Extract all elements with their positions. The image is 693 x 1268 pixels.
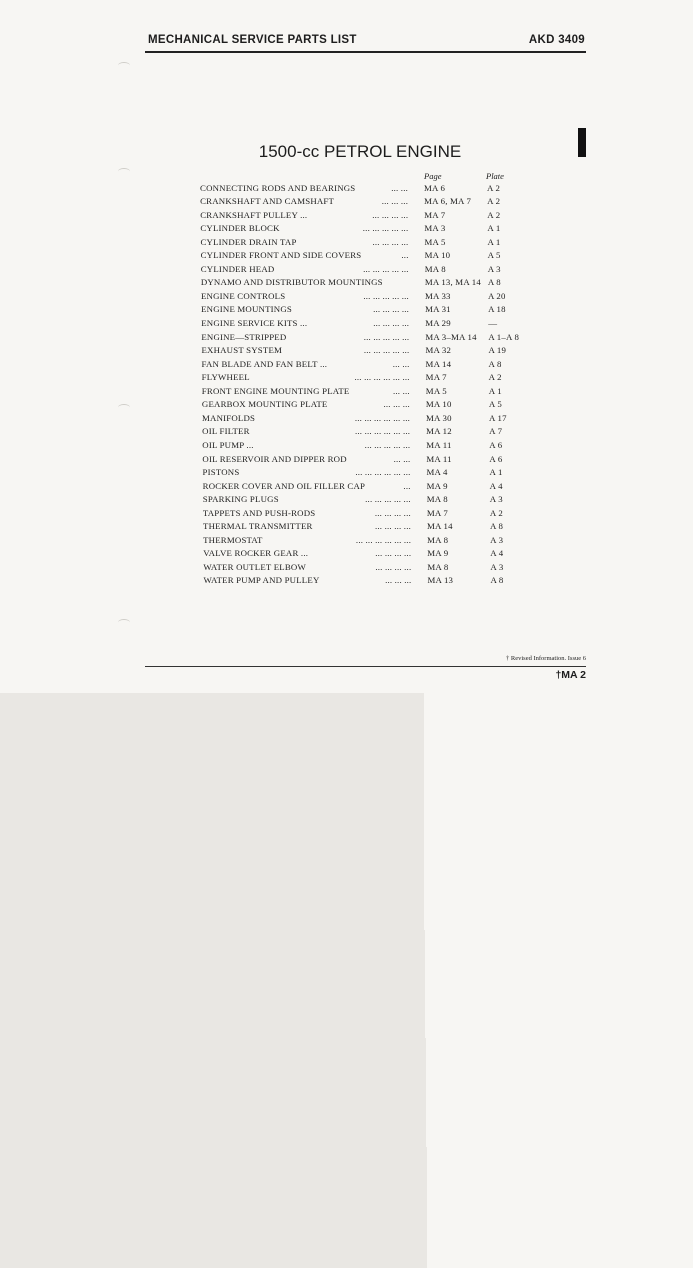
list-item	[202, 413, 522, 426]
leader-dots: ... ... ... ... ...	[363, 290, 409, 301]
list-item	[203, 508, 523, 521]
item-plate: A 8	[490, 575, 504, 586]
column-header-plate: Plate	[486, 171, 504, 181]
list-item	[202, 359, 522, 372]
item-plate: A 3	[489, 494, 503, 505]
list-item	[203, 575, 523, 588]
item-plate: A 7	[489, 426, 503, 437]
leader-dots: ... ...	[391, 182, 408, 193]
item-plate: A 3	[490, 561, 504, 572]
item-name: ENGINE SERVICE KITS ...	[201, 318, 308, 328]
header-title: MECHANICAL SERVICE PARTS LIST	[148, 34, 357, 46]
item-plate: A 19	[488, 345, 507, 356]
item-page: MA 6, MA 7	[424, 196, 693, 889]
item-name: FLYWHEEL	[201, 372, 250, 383]
item-name: CRANKSHAFT AND CAMSHAFT	[200, 196, 335, 207]
leader-dots: ...	[401, 250, 409, 261]
item-name: GEARBOX MOUNTING PLATE	[201, 399, 328, 410]
list-item	[201, 264, 521, 277]
column-header-page: Page	[424, 171, 442, 181]
item-page: MA 6	[424, 183, 693, 876]
item-page: MA 7	[426, 372, 693, 1065]
item-plate: A 4	[489, 480, 503, 491]
item-page: MA 9	[427, 548, 693, 1241]
punch-hole	[118, 619, 130, 626]
item-name: CYLINDER DRAIN TAP	[200, 236, 297, 247]
leader-dots: ... ... ... ...	[373, 304, 410, 315]
item-plate: —	[488, 318, 498, 328]
item-name: EXHAUST SYSTEM	[201, 345, 283, 356]
punch-hole	[118, 404, 130, 411]
item-page: MA 4	[427, 467, 693, 1160]
item-page: MA 14	[427, 521, 693, 1214]
list-item	[202, 454, 522, 467]
item-name: ENGINE CONTROLS	[200, 290, 286, 301]
item-plate: A 18	[488, 304, 506, 315]
list-item	[202, 372, 522, 385]
leader-dots: ... ... ... ... ... ...	[354, 412, 411, 423]
item-plate: A 6	[489, 439, 503, 450]
leader-dots: ... ... ...	[381, 196, 409, 207]
leader-dots: ... ... ... ...	[375, 561, 412, 572]
item-name: VALVE ROCKER GEAR ...	[203, 548, 309, 559]
item-plate: A 5	[487, 250, 501, 261]
leader-dots: ... ... ... ... ...	[363, 263, 409, 274]
list-item	[201, 291, 521, 304]
item-name: OIL FILTER	[202, 426, 250, 437]
leader-dots: ... ...	[393, 385, 410, 396]
item-page: MA 5	[424, 237, 693, 930]
item-plate: A 2	[489, 507, 503, 518]
item-plate: A 2	[487, 209, 501, 220]
list-item	[200, 210, 520, 223]
item-plate: A 8	[487, 277, 501, 288]
item-plate: A 3	[487, 263, 501, 274]
item-name: ENGINE—STRIPPED	[201, 331, 287, 342]
leader-dots: ... ... ... ...	[375, 548, 412, 559]
list-item	[202, 399, 522, 412]
leader-dots: ... ...	[393, 453, 411, 464]
item-page: MA 9	[427, 481, 693, 1174]
item-name: CRANKSHAFT PULLEY ...	[200, 209, 308, 220]
leader-dots: ...	[403, 480, 411, 491]
item-page: MA 8	[425, 264, 693, 957]
list-item	[200, 223, 520, 236]
list-item	[201, 345, 521, 358]
item-page: MA 3–MA 14	[425, 332, 693, 1025]
item-plate: A 1	[489, 467, 503, 478]
list-item	[201, 332, 521, 345]
item-name: WATER PUMP AND PULLEY	[203, 575, 320, 586]
list-item	[202, 426, 522, 439]
item-plate: A 8	[490, 521, 504, 532]
leader-dots: ... ... ... ... ...	[364, 439, 411, 450]
leader-dots: ... ... ... ...	[372, 209, 409, 220]
revision-note: † Revised Information. Issue 6	[506, 655, 586, 662]
list-item	[200, 196, 520, 209]
item-page: MA 8	[427, 562, 693, 1255]
item-name: FRONT ENGINE MOUNTING PLATE	[201, 385, 350, 396]
item-name: FAN BLADE AND FAN BELT ...	[201, 358, 328, 369]
leader-dots: ... ... ... ... ... ...	[355, 534, 412, 545]
item-name: SPARKING PLUGS	[202, 494, 279, 505]
list-item	[203, 548, 523, 561]
item-page: MA 10	[425, 250, 693, 943]
punch-hole	[118, 168, 130, 175]
item-name: CYLINDER HEAD	[200, 263, 275, 274]
item-plate: A 6	[489, 453, 503, 464]
item-plate: A 1	[487, 223, 501, 234]
list-item	[202, 386, 522, 399]
list-item	[202, 440, 522, 453]
list-item	[203, 467, 523, 480]
leader-dots: ... ... ...	[385, 575, 412, 586]
item-plate: A 4	[490, 548, 504, 559]
leader-dots: ... ... ... ... ... ...	[355, 467, 411, 478]
list-item	[203, 521, 523, 534]
item-page: MA 13	[427, 575, 693, 1268]
page-title: 1500-cc PETROL ENGINE	[258, 142, 462, 161]
leader-dots: ... ... ... ... ...	[363, 345, 410, 356]
list-item	[203, 494, 523, 507]
item-page: MA 12	[426, 426, 693, 1119]
leader-dots: ... ... ... ... ...	[362, 223, 409, 234]
item-page: MA 7	[424, 210, 693, 903]
list-item	[201, 277, 521, 290]
item-name: THERMAL TRANSMITTER	[203, 521, 313, 532]
header-code: AKD 3409	[528, 34, 585, 46]
page-header	[148, 31, 585, 49]
item-name: ENGINE MOUNTINGS	[201, 304, 292, 315]
leader-dots: ... ... ... ... ... ...	[354, 426, 411, 437]
item-name: CYLINDER BLOCK	[200, 223, 280, 234]
leader-dots: ... ... ... ... ... ...	[354, 372, 410, 383]
item-name: THERMOSTAT	[203, 534, 263, 545]
item-page: MA 32	[425, 345, 693, 1038]
leader-dots: ... ... ... ...	[375, 521, 411, 532]
item-plate: A 8	[488, 358, 502, 369]
item-name: PISTONS	[202, 467, 240, 478]
leader-dots: ... ... ... ... ...	[363, 331, 410, 342]
footer-rule	[145, 666, 586, 667]
list-item	[203, 562, 523, 575]
leader-dots: ... ... ... ...	[373, 318, 410, 328]
item-name: CYLINDER FRONT AND SIDE COVERS	[200, 250, 362, 261]
leader-dots: ... ...	[392, 358, 410, 369]
item-plate: A 20	[487, 290, 506, 301]
item-page: MA 11	[426, 454, 693, 1147]
item-name: TAPPETS AND PUSH-RODS	[202, 507, 316, 518]
list-item	[201, 250, 521, 263]
item-page: MA 3	[424, 223, 693, 916]
list-item	[203, 535, 523, 548]
leader-dots: ... ... ... ...	[372, 236, 409, 247]
item-plate: A 2	[488, 372, 502, 383]
list-item	[200, 237, 520, 250]
section-tab-mark	[578, 128, 586, 157]
list-item	[201, 318, 521, 331]
item-page: MA 10	[426, 399, 693, 1092]
item-name: ROCKER COVER AND OIL FILLER CAP	[202, 480, 366, 491]
item-plate: A 1	[488, 385, 502, 396]
item-name: DYNAMO AND DISTRIBUTOR MOUNTINGS	[200, 277, 383, 288]
item-page: MA 8	[427, 535, 693, 1228]
item-name: CONNECTING RODS AND BEARINGS	[200, 182, 356, 193]
item-name: OIL PUMP ...	[202, 439, 254, 450]
item-page: MA 29	[425, 318, 693, 1011]
item-name: OIL RESERVOIR AND DIPPER ROD	[202, 453, 347, 464]
item-page: MA 31	[425, 304, 693, 997]
leader-dots: ... ... ... ...	[374, 507, 411, 518]
item-plate: A 17	[489, 412, 507, 423]
item-page: MA 5	[426, 386, 693, 1079]
leader-dots: ... ... ...	[383, 399, 410, 410]
item-page: MA 33	[425, 291, 693, 984]
page-number: †MA 2	[555, 669, 586, 681]
item-page: MA 14	[426, 359, 693, 1052]
list-item	[200, 183, 520, 196]
item-page: MA 7	[427, 508, 693, 1201]
item-plate: A 2	[487, 182, 501, 193]
item-name: WATER OUTLET ELBOW	[203, 561, 306, 572]
list-item	[201, 304, 521, 317]
item-plate: A 3	[490, 534, 504, 545]
list-item	[203, 481, 523, 494]
item-page: MA 8	[427, 494, 693, 1187]
item-name: MANIFOLDS	[202, 412, 256, 423]
item-page: MA 30	[426, 413, 693, 1106]
leader-dots: ... ... ... ... ...	[365, 494, 411, 505]
item-plate: A 1	[487, 236, 501, 247]
header-rule	[145, 51, 586, 53]
item-page: MA 11	[426, 440, 693, 1133]
item-plate: A 5	[488, 399, 502, 410]
item-page: MA 13, MA 14	[425, 277, 693, 970]
item-plate: A 2	[487, 196, 501, 207]
punch-hole	[118, 62, 130, 69]
item-plate: A 1–A 8	[488, 331, 520, 342]
